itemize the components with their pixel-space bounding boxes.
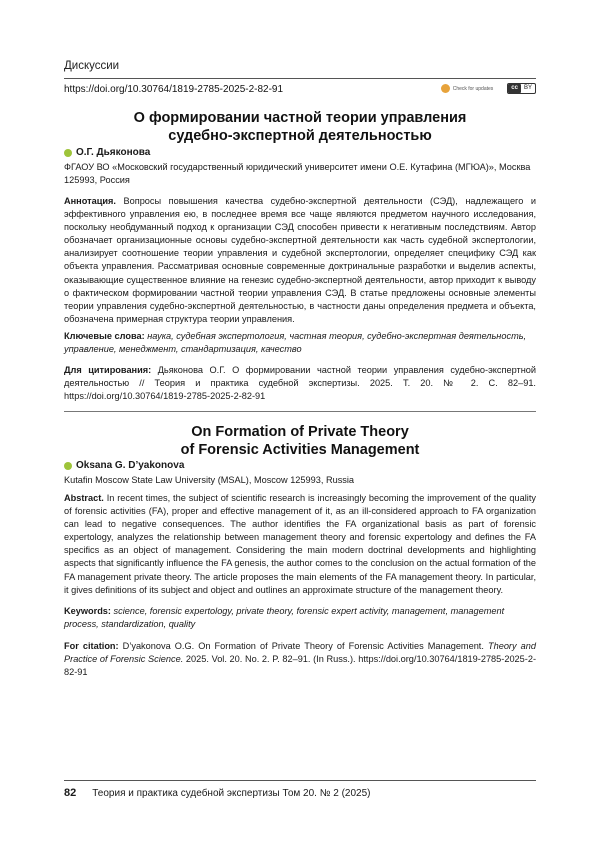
title-en-line1: On Formation of Private Theory: [191, 424, 409, 440]
orcid-icon[interactable]: [64, 462, 72, 470]
page-number: 82: [64, 787, 77, 799]
article-title-ru: [64, 109, 536, 145]
header-badges: [441, 83, 536, 94]
article-title-en: [64, 423, 536, 459]
author-ru: [64, 147, 150, 158]
abstract-en: [64, 492, 536, 597]
citation-ru-label: Для цитирования:: [64, 365, 152, 375]
abstract-ru-label: Аннотация.: [64, 196, 116, 206]
affiliation-en: Kutafin Moscow State Law University (MSAL), Moscow 125993, Russia: [64, 475, 355, 485]
citation-en-journal: Theory and Practice of Forensic Science.: [64, 641, 536, 665]
footer-divider: [64, 780, 536, 781]
section-label: Дискуссии: [64, 60, 120, 72]
check-for-updates-badge[interactable]: [441, 84, 494, 93]
abstract-en-text: In recent times, the subject of scientific research is increasingly becoming the improvement of the quality of forensic activities (FA), proper and effective management of it, as an ill-considered approach to FA organization can lead to negative consequences. The author identifies the FA organizational basis as part of forensic expertology, analyzes the relationship between management theory and forensic expertology and defines the FA specifics as an object of management. Considering the main modern doctrinal developments and highlighting aspects that significantly influence the FA genesis, the author comes to the conclusion on the actual formation of the FA management private theory. The article proposes the main elements of the FA management theory. In particular, it gives definitions of its subject and object and outlines an approximate structure of the management theory.: [64, 493, 536, 595]
title-ru-line1: О формировании частной теории управления: [133, 110, 467, 126]
cc-icon: cc: [508, 84, 521, 93]
citation-en-text-a: D’yakonova O.G. On Formation of Private Theory of Forensic Activities Management.: [118, 641, 488, 651]
title-en-line2: of Forensic Activities Management: [180, 442, 420, 458]
cc-by-label: BY: [523, 85, 532, 91]
keywords-en: [64, 605, 536, 631]
abstract-ru: [64, 195, 536, 326]
check-updates-label: Check for updates: [452, 85, 494, 92]
doi-link[interactable]: https://doi.org/10.30764/1819-2785-2025-2-82-91: [64, 84, 284, 95]
abstract-ru-text: Вопросы повышения качества судебно-экспертной деятельности (СЭД), надлежащего и эффективного управления ею, в последнее время все чаще являются предметом научного исследования, поскольку необдуманный подход к организации СЭД способен привести к негативным последствиям. Автор обозначает организационные основы судебно-экспертной деятельности как часть судебной экспертологии, анализирует соотношение теории управления и судебной экспертологии, определяет специфику СЭД как объекта управления. Рассматривая основные современные доктринальные разработки и выделив аспекты, оказывающие существенное влияние на генезис судебно-экспертной деятельности, автор приходит к выводу о фактическом формировании частной теории управления СЭД. В статье предложены основные элементы теории управления судебно-экспертной деятельностью, в частности даны определения предмета и объекта, обозначена примерная структура теории управления.: [64, 196, 536, 324]
cc-license-badge[interactable]: [507, 83, 536, 94]
page-footer: [64, 787, 370, 799]
journal-name: Теория и практика судебной экспертизы Том 20. № 2 (2025): [92, 788, 371, 799]
keywords-ru-label: Ключевые слова:: [64, 331, 145, 341]
citation-ru-text: Дьяконова О.Г. О формировании частной теории управления судебно-экспертной деятельностью // Теория и практика судебной экспертизы. 2025. Т. 20. № 2. С. 82–91. https://doi.org/10.30764/1819-2785-2025-2-82-91: [64, 365, 537, 402]
keywords-ru-text: наука, судебная экспертология, частная теория, судебно-экспертная деятельность, управление, менеджмент, стандартизация, качество: [64, 331, 527, 355]
section-divider: [64, 411, 536, 412]
citation-ru: [64, 364, 536, 403]
keywords-en-label: Keywords:: [64, 606, 111, 616]
author-ru-name: О.Г. Дьяконова: [76, 147, 151, 158]
citation-en-label: For citation:: [64, 641, 119, 651]
author-en-name: Oksana G. D’yakonova: [76, 460, 185, 471]
citation-en-text-b: 2025. Vol. 20. No. 2. P. 82–91. (In Russ.). https://doi.org/10.30764/1819-2785-2025-2-82-91: [64, 654, 536, 678]
abstract-en-label: Abstract.: [64, 493, 104, 503]
citation-en: [64, 640, 536, 679]
title-ru-line2: судебно-экспертной деятельностью: [168, 128, 432, 144]
orcid-icon[interactable]: [64, 149, 72, 157]
affiliation-ru: ФГАОУ ВО «Московский государственный юридический университет имени О.Е. Кутафина (МГЮА)», Москва 125993, Россия: [64, 162, 531, 185]
check-updates-icon: [441, 84, 450, 93]
author-en: [64, 460, 184, 471]
top-divider: [64, 78, 536, 79]
keywords-ru: [64, 330, 536, 356]
keywords-en-text: science, forensic expertology, private theory, forensic expert activity, management, management process, standardization, quality: [64, 606, 505, 630]
